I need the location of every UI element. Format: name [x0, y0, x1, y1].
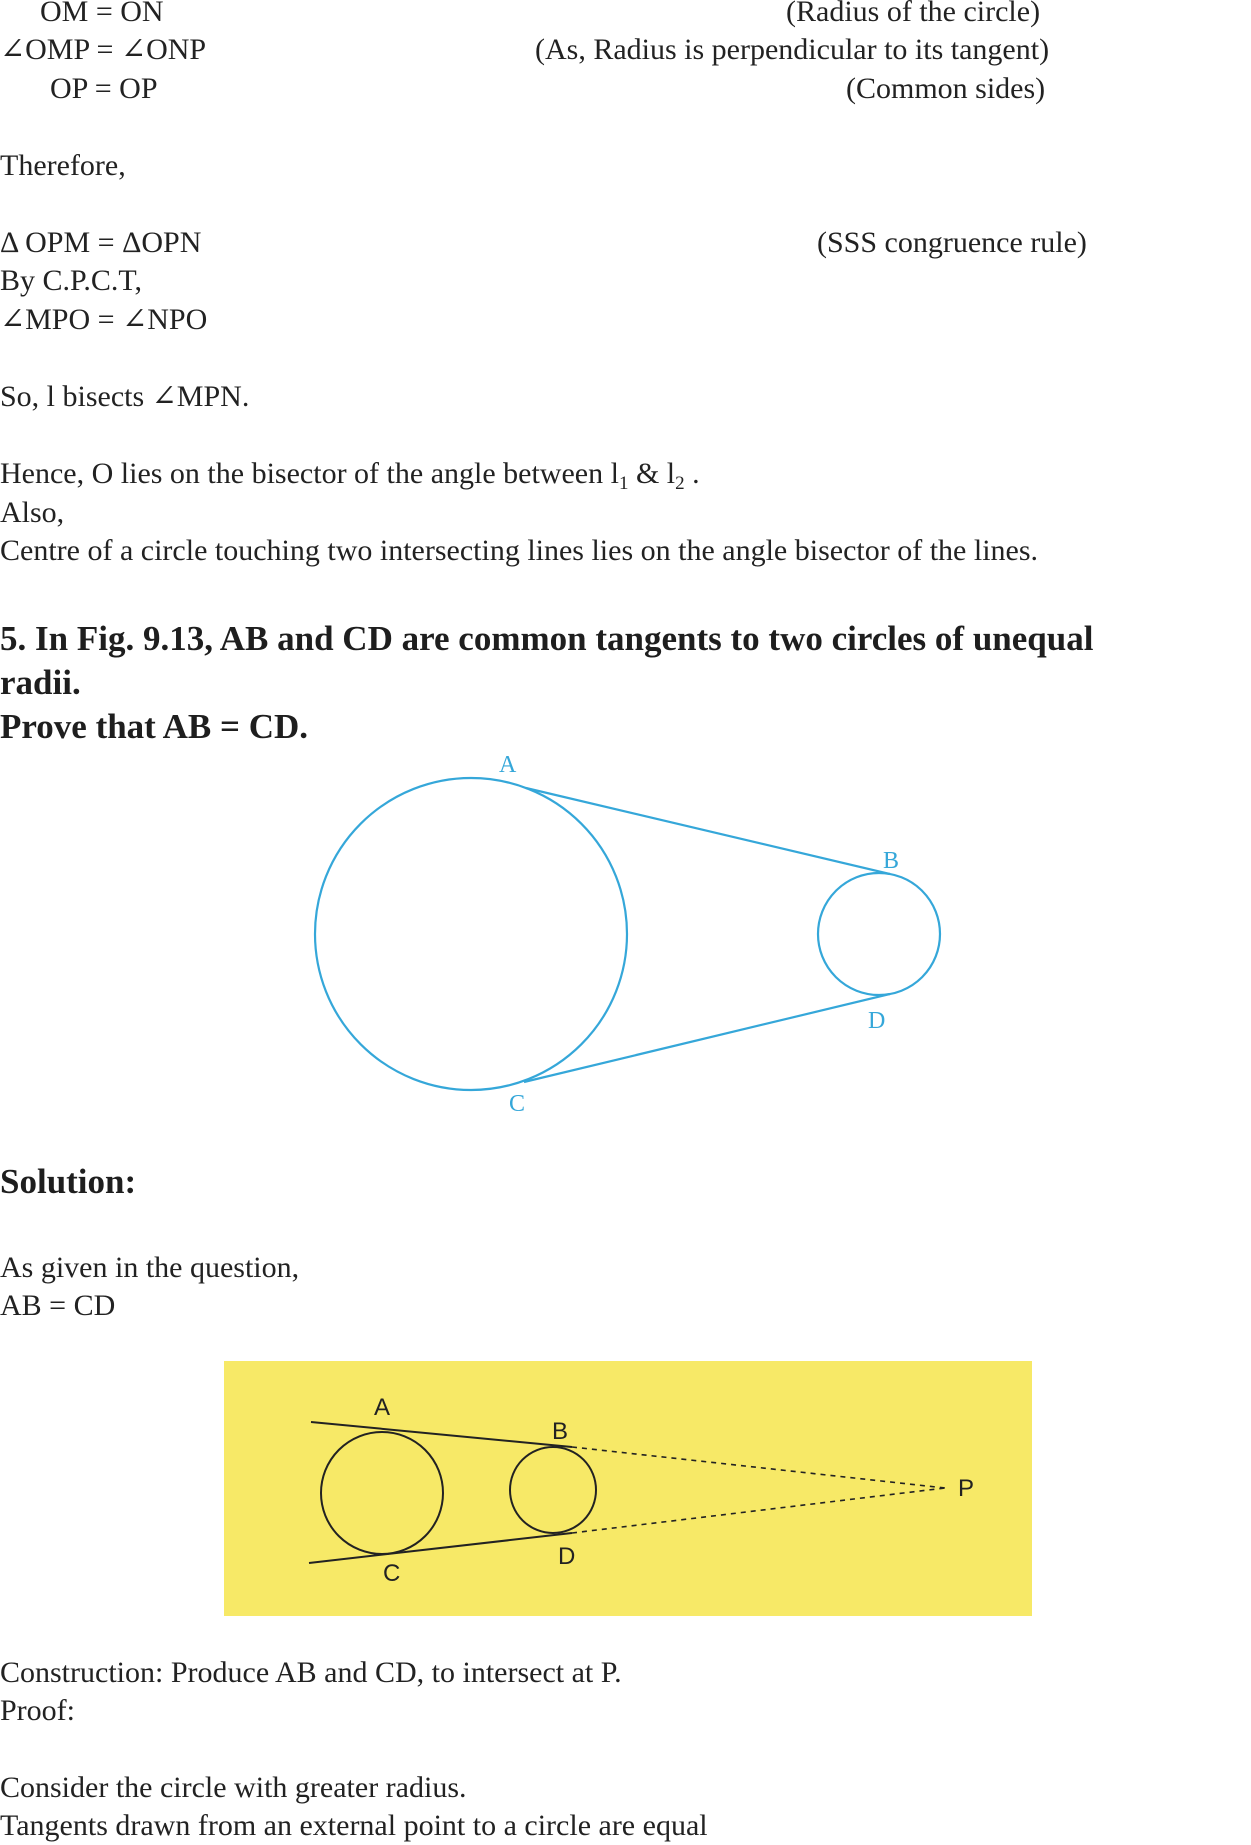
reason-radius: (Radius of the circle): [786, 0, 1041, 28]
consider-text: Consider the circle with greater radius.: [0, 1771, 467, 1804]
hence-after: .: [684, 457, 700, 490]
cpct-text: By C.P.C.T,: [0, 264, 142, 297]
construction-figure: [224, 1361, 1032, 1616]
fig2-label-d: D: [558, 1543, 576, 1570]
triangle-congruence: Δ OPM = ΔOPN: [0, 226, 202, 259]
small-circle: [818, 873, 940, 995]
therefore-text: Therefore,: [0, 149, 126, 182]
tangents-statement: Tangents drawn from an external point to a circle are equal: [0, 1809, 708, 1842]
centre-statement: Centre of a circle touching two intersecting lines lies on the angle bisector of the lines.: [0, 534, 1039, 567]
proof-label: Proof:: [0, 1694, 75, 1727]
construction-text: Construction: Produce AB and CD, to intersect at P.: [0, 1656, 622, 1689]
reason-sss: (SSS congruence rule): [817, 226, 1087, 259]
fig1-label-c: C: [509, 1091, 526, 1117]
given-text: As given in the question,: [0, 1251, 300, 1284]
given-equation: AB = CD: [0, 1289, 116, 1322]
fig2-label-b: B: [552, 1418, 569, 1445]
tangent-cd: [524, 994, 890, 1082]
statement-om-on: OM = ON: [40, 0, 164, 28]
reason-common-sides: (Common sides): [846, 72, 1046, 105]
question-line-1: 5. In Fig. 9.13, AB and CD are common tangents to two circles of unequal: [0, 619, 1094, 658]
hence-before: Hence, O lies on the bisector of the angle between l: [0, 457, 619, 490]
hence-sub1: 1: [618, 473, 629, 494]
hence-text: [0, 455, 700, 503]
hence-mid: & l: [628, 457, 676, 490]
large-circle: [315, 778, 627, 1090]
fig2-label-c: C: [383, 1560, 401, 1587]
statement-omp-onp: ∠OMP = ∠ONP: [0, 33, 207, 66]
figure-background: [224, 1361, 1032, 1616]
hence-sub2: 2: [675, 473, 685, 494]
figure-9-13: [300, 740, 960, 1130]
question-line-2: radii.: [0, 663, 81, 702]
solution-heading: Solution:: [0, 1162, 137, 1201]
question-line-3: Prove that AB = CD.: [0, 707, 309, 746]
also-text: Also,: [0, 496, 65, 529]
bisects-text: So, l bisects ∠MPN.: [0, 380, 250, 413]
fig1-label-b: B: [883, 848, 900, 874]
fig2-label-p: P: [958, 1475, 975, 1502]
fig2-label-a: A: [374, 1394, 391, 1421]
tangent-ab: [526, 788, 890, 874]
statement-op-op: OP = OP: [50, 72, 158, 105]
reason-perpendicular: (As, Radius is perpendicular to its tangent): [535, 33, 1050, 66]
angle-equal: ∠MPO = ∠NPO: [0, 303, 208, 336]
fig1-label-a: A: [499, 752, 517, 778]
fig1-label-d: D: [868, 1008, 886, 1034]
